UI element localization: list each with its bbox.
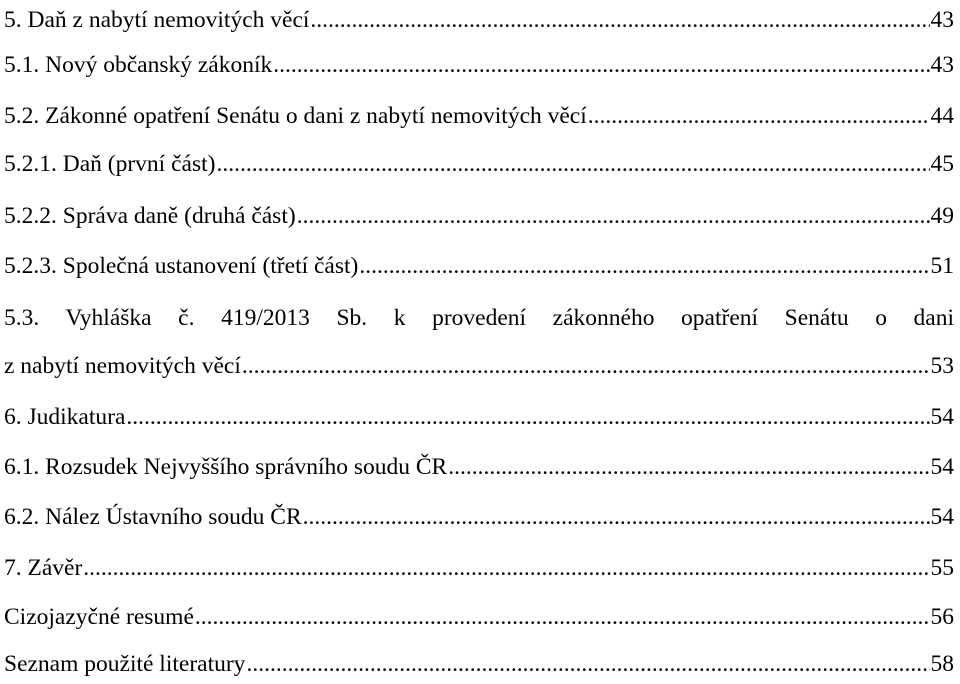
toc-entry-number: 6.1. — [4, 454, 40, 480]
toc-leader-dots — [297, 196, 930, 236]
toc-entry-title: Rozsudek Nejvyššího správního soudu ČR — [45, 454, 448, 480]
toc-entry-5-2-1[interactable] — [4, 144, 954, 184]
toc-entry-5-3-line1[interactable] — [4, 298, 954, 338]
toc-entry-page: 54 — [930, 404, 954, 430]
toc-entry-5-1[interactable] — [4, 45, 954, 85]
toc-entry-number: 5.3. — [4, 305, 40, 331]
toc-entry-page: 51 — [930, 253, 954, 279]
toc-entry-page: 49 — [930, 203, 954, 229]
toc-leader-dots — [588, 96, 930, 136]
toc-entry-5-3-line2[interactable] — [4, 346, 954, 386]
toc-entry-title: Nález Ústavního soudu ČR — [45, 504, 302, 530]
toc-leader-dots — [303, 497, 930, 537]
toc-entry-page: 54 — [930, 504, 954, 530]
toc-entry-page: 55 — [930, 555, 954, 581]
toc-leader-dots — [83, 548, 929, 588]
toc-entry-number: 5.2.3. — [4, 253, 57, 279]
toc-entry-title: Nový občanský zákoník — [45, 52, 273, 78]
toc-entry-title: Daň (první část) — [62, 151, 216, 177]
toc-entry-title: Zákonné opatření Senátu o dani z nabytí nemovitých věcí — [45, 103, 587, 129]
toc-entry-title: Daň z nabytí nemovitých věcí — [27, 7, 310, 33]
toc-entry-page: 43 — [930, 52, 954, 78]
toc-entry-6-2[interactable] — [4, 497, 954, 537]
toc-leader-dots — [195, 597, 930, 637]
toc-entry-title: Závěr — [27, 555, 83, 581]
toc-entry-title: Seznam použité literatury — [4, 651, 246, 677]
toc-entry-number: 6.2. — [4, 504, 40, 530]
toc-leader-dots — [126, 397, 929, 437]
toc-entry-page: 45 — [930, 151, 954, 177]
toc-entry-page: 56 — [930, 604, 954, 630]
toc-entry-title: Správa daně (druhá část) — [62, 203, 296, 229]
toc-entry-page: 44 — [930, 103, 954, 129]
toc-leader-dots — [359, 246, 929, 286]
toc-entry-number: 5. — [4, 7, 22, 33]
toc-entry-6[interactable] — [4, 397, 954, 437]
toc-leader-dots — [242, 346, 930, 386]
toc-entry-number: 5.2. — [4, 103, 40, 129]
toc-entry-resume[interactable] — [4, 597, 954, 637]
toc-entry-number: 6. — [4, 404, 22, 430]
toc-leader-dots — [273, 45, 929, 85]
toc-entry-page: 53 — [930, 353, 954, 379]
toc-entry-5-2-3[interactable] — [4, 246, 954, 286]
toc-entry-number: 5.1. — [4, 52, 40, 78]
toc-entry-title: Společná ustanovení (třetí část) — [62, 253, 359, 279]
toc-leader-dots — [310, 0, 929, 40]
toc-entry-5[interactable] — [4, 0, 954, 40]
toc-entry-number: 7. — [4, 555, 22, 581]
toc-entry-page: 43 — [930, 7, 954, 33]
toc-entry-5-2-2[interactable] — [4, 196, 954, 236]
toc-leader-dots — [216, 144, 929, 184]
toc-entry-page: 54 — [930, 454, 954, 480]
toc-entry-page: 58 — [930, 651, 954, 677]
toc-leader-dots — [448, 447, 929, 487]
toc-entry-title-line2: z nabytí nemovitých věcí — [4, 353, 241, 379]
toc-entry-number: 5.2.1. — [4, 151, 57, 177]
toc-entry-title: Judikatura — [27, 404, 126, 430]
toc-entry-6-1[interactable] — [4, 447, 954, 487]
toc-entry-5-2[interactable] — [4, 96, 954, 136]
toc-entry-title-line1: Vyhláška č. 419/2013 Sb. k provedení zákonného opatření Senátu o dani — [65, 305, 955, 331]
toc-leader-dots — [246, 644, 929, 684]
toc-entry-7[interactable] — [4, 548, 954, 588]
toc-entry-number: 5.2.2. — [4, 203, 57, 229]
toc-entry-title: Cizojazyčné resumé — [4, 604, 194, 630]
toc-entry-bibliography[interactable] — [4, 644, 954, 684]
